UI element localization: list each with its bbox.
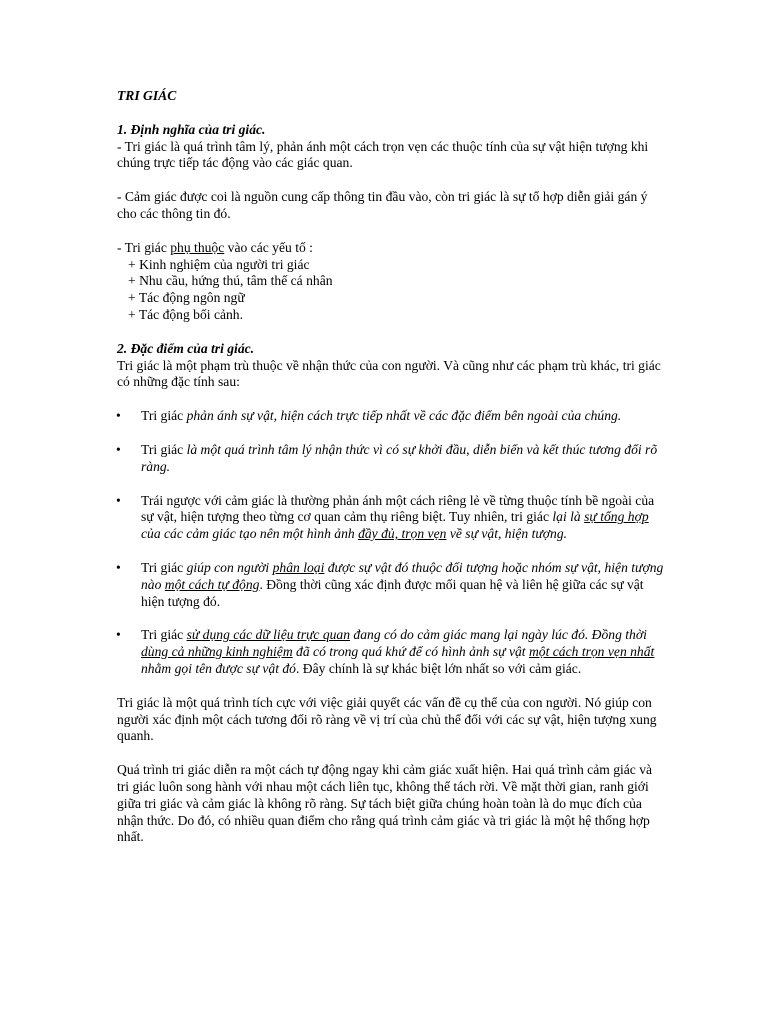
factor-item: + Tác động bối cảnh. xyxy=(128,306,244,322)
list-item: • Tri giác là một quá trình tâm lý nhận thức vì có sự khởi đầu, diễn biến và kết thúc tương đối rõ ràng. xyxy=(116,441,658,474)
section-1-heading: 1. Định nghĩa của tri giác. xyxy=(117,121,266,137)
bullet-icon: • xyxy=(116,492,121,508)
characteristics-list xyxy=(117,408,665,678)
dependency-line: - Tri giác phụ thuộc vào các yếu tố : xyxy=(117,239,313,255)
bullet-icon: • xyxy=(116,408,121,424)
bullet-icon: • xyxy=(116,627,121,643)
bullet-icon: • xyxy=(116,559,121,575)
list-item: • Tri giác phản ánh sự vật, hiện cách trực tiếp nhất về các đặc điểm bên ngoài của chúng. xyxy=(116,408,622,424)
active-process-paragraph: Tri giác là một quá trình tích cực với việc giải quyết các vấn đề cụ thể của con người. Nó giúp con người xác định một cách tương đối rõ ràng về vị trí của chủ thể đối với các sự vật, hiện tượng xung quanh. xyxy=(117,694,657,744)
factor-item: + Kinh nghiệm của người tri giác xyxy=(128,256,310,272)
process-paragraph: Quá trình tri giác diễn ra một cách tự động ngay khi cảm giác xuất hiện. Hai quá trình cảm giác và tri giác luôn song hành với nhau một cách liên tục, không thể tách rời. Về mặt thời gian, ranh giới giữa tri giác và cảm giác là không rõ ràng. Sự tách biệt giữa chúng hoàn toàn là do mục đích của nhận thức. Do đó, có nhiều quan điểm cho rằng quá trình cảm giác và tri giác là một hệ thống hợp nhất. xyxy=(117,762,653,845)
factor-item: + Tác động ngôn ngữ xyxy=(128,290,245,306)
bullet-icon: • xyxy=(116,441,121,457)
document-title: TRI GIÁC xyxy=(117,88,177,103)
sensation-paragraph: - Cảm giác được coi là nguồn cung cấp thông tin đầu vào, còn tri giác là sự tổ hợp diễn giải gán ý cho các thông tin đó. xyxy=(117,189,648,221)
list-item: • Tri giác giúp con người phân loại được sự vật đó thuộc đối tượng hoặc nhóm sự vật, hiện tượng nào một cách tự động. Đồng thời cũng xác định được mối quan hệ và liên hệ giữa các sự vật hiện tượng đó. xyxy=(116,559,664,609)
definition-paragraph: - Tri giác là quá trình tâm lý, phản ánh một cách trọn vẹn các thuộc tính của sự vật hiện tượng khi chúng trực tiếp tác động vào các giác quan. xyxy=(117,138,649,171)
list-item: • Tri giác sử dụng các dữ liệu trực quan đang có do cảm giác mang lại ngày lúc đó. Đồng thời dùng cả những kinh nghiệm đã có trong quá khứ để có hình ảnh sự vật một cách trọn vẹn nhất nhằm gọi tên được sự vật đó. Đây chính là sự khác biệt lớn nhất so với cảm giác. xyxy=(116,627,655,676)
section-2-heading: 2. Đặc điểm của tri giác. xyxy=(117,340,255,356)
factor-item: + Nhu cầu, hứng thú, tâm thế cá nhân xyxy=(128,273,333,289)
list-item: • Trái ngược với cảm giác là thường phản ánh một cách riêng lẻ về từng thuộc tính bề ngoài của sự vật, hiện tượng theo từng cơ quan cảm thụ riêng biệt. Tuy nhiên, tri giác lại là sự tổng hợp của các cảm giác tạo nên một hình ảnh đầy đủ, trọn vẹn về sự vật, hiện tượng. xyxy=(116,492,655,542)
document-body xyxy=(117,88,665,846)
section-2-intro: Tri giác là một phạm trù thuộc về nhận thức của con người. Và cũng như các phạm trù khác, tri giác có những đặc tính sau: xyxy=(117,357,661,390)
